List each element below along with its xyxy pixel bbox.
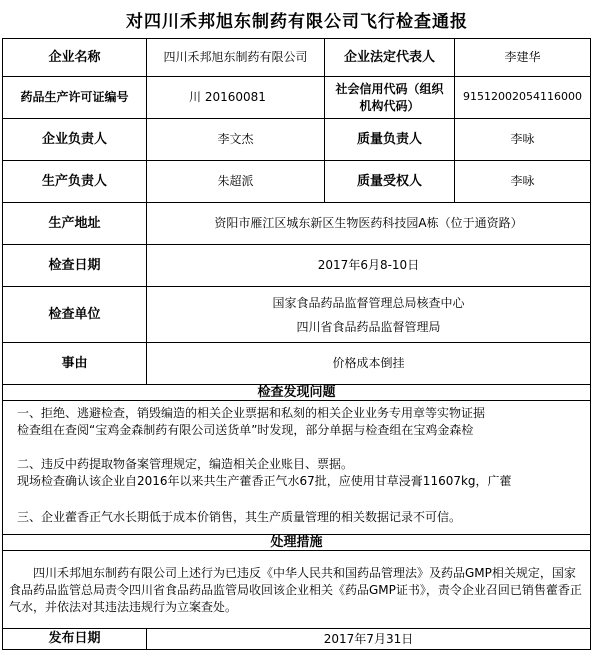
credit-code-value: 91512002054116000	[454, 77, 590, 118]
license-value: 川 20160081	[146, 77, 324, 118]
finding-line-4: 现场检查确认该企业自2016年以来共生产藿香正气水67批，应使用甘草浸膏11607kg，广藿	[17, 474, 512, 488]
measures-text: 四川禾邦旭东制药有限公司上述行为已违反《中华人民共和国药品管理法》及药品GMP相关规定，国家食品药品监管总局责令四川省食品药品监管局收回该企业相关《药品GMP证书》，责令企业召回已销售藿香正气水，并依法对其违法违规行为立案查处。	[9, 566, 582, 614]
unit-label: 检查单位	[48, 306, 101, 322]
finding-line-1: 一、拒绝、逃避检查，销毁编造的相关企业票据和私刻的相关企业业务专用章等实物证据	[17, 406, 486, 420]
measures-heading: 处理措施	[270, 535, 323, 550]
address-label: 生产地址	[48, 215, 101, 231]
legal-rep-label: 企业法定代表人	[324, 39, 454, 76]
legal-rep-value: 李建华	[454, 39, 590, 76]
row-company-name	[3, 39, 590, 77]
company-name-value: 四川禾邦旭东制药有限公司	[146, 39, 324, 76]
unit-value-1: 国家食品药品监督管理总局核查中心	[272, 295, 465, 310]
findings-body	[3, 401, 590, 535]
row-unit	[3, 287, 590, 343]
row-license	[3, 77, 590, 119]
production-head-value: 朱超派	[146, 161, 324, 202]
date-value: 2017年6月8-10日	[146, 245, 590, 286]
row-reason	[3, 343, 590, 385]
row-publish	[3, 629, 590, 649]
company-name-label: 企业名称	[48, 49, 101, 65]
findings-heading: 检查发现问题	[257, 385, 336, 400]
finding-line-2: 检查组在查阅“宝鸡金森制药有限公司送货单”时发现，部分单据与检查组在宝鸡金森检	[17, 423, 474, 437]
unit-values	[146, 287, 590, 342]
row-date	[3, 245, 590, 287]
unit-value-2: 四川省食品药品监督管理局	[296, 319, 441, 334]
reason-value: 价格成本倒挂	[146, 343, 590, 384]
production-head-label: 生产负责人	[41, 173, 107, 189]
row-company-head	[3, 119, 590, 161]
quality-authorized-label: 质量受权人	[324, 161, 454, 202]
publish-value: 2017年7月31日	[146, 629, 590, 649]
measures-body	[3, 551, 590, 629]
measures-heading-row	[3, 535, 590, 551]
reason-label: 事由	[61, 355, 88, 371]
finding-line-5: 三、企业藿香正气水长期低于成本价销售，其生产质量管理的相关数据记录不可信。	[17, 510, 462, 524]
quality-authorized-value: 李咏	[454, 161, 590, 202]
company-head-value: 李文杰	[146, 119, 324, 160]
report-table	[2, 38, 591, 650]
page-title: 对四川禾邦旭东制药有限公司飞行检查通报	[126, 11, 468, 32]
company-head-label: 企业负责人	[41, 131, 107, 147]
publish-label: 发布日期	[48, 631, 101, 647]
finding-line-3: 二、违反中药提取物备案管理规定，编造相关企业账目、票据。	[17, 457, 354, 471]
findings-heading-row	[3, 385, 590, 401]
quality-head-value: 李咏	[454, 119, 590, 160]
date-label: 检查日期	[48, 257, 101, 273]
address-value: 资阳市雁江区城东新区生物医药科技园A栋（位于通资路）	[146, 203, 590, 244]
row-address	[3, 203, 590, 245]
credit-code-label: 社会信用代码（组织机构代码）	[324, 77, 454, 118]
quality-head-label: 质量负责人	[324, 119, 454, 160]
license-label: 药品生产许可证编号	[20, 90, 129, 105]
row-production-head	[3, 161, 590, 203]
